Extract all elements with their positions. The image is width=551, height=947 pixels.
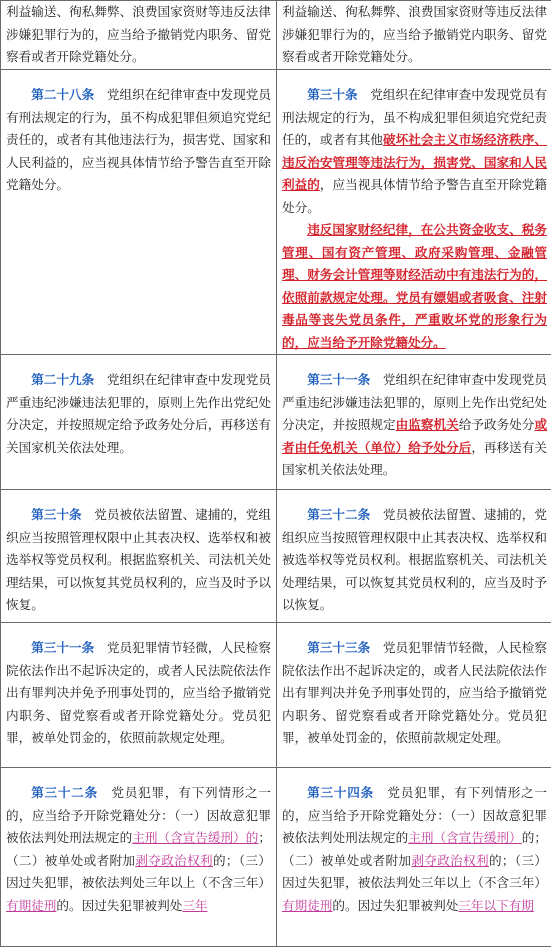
article-text: 利益输送、徇私舞弊、浪费国家资财等违反法律涉嫌犯罪行为的，应当给予撤销党内职务、留党察看或者开除党籍处分。: [6, 4, 271, 64]
table-row: [1, 70, 551, 355]
article-paragraph: [6, 84, 271, 197]
table-row: [1, 490, 551, 623]
article-number: 第二十九条: [31, 372, 94, 387]
article-text: 的。因过失犯罪被判处: [332, 898, 458, 913]
table-row: [1, 355, 551, 490]
article-text: ，应当视具体情节给予警告直至开除党籍处分。: [282, 177, 547, 215]
changed-text: 剥夺政治权利: [411, 853, 489, 868]
old-version-cell: [1, 768, 277, 947]
article-paragraph: [282, 504, 547, 617]
table-row: [1, 623, 551, 768]
article-number: 第三十四条: [307, 785, 374, 800]
new-version-cell: [277, 623, 551, 768]
article-text: 的；（三）因过失犯罪，被依法判处三年以上（不含三年）: [282, 853, 547, 891]
article-text: 党员被依法留置、逮捕的，党组织应当按照管理权限中止其表决权、选举权和被选举权等党员权利。根据监察机关、司法机关处理结果，可以恢复其党员权利的，应当及时予以恢复。: [282, 507, 547, 612]
article-text: 党员被依法留置、逮捕的，党组织应当按照管理权限中止其表决权、选举权和被选举权等党员权利。根据监察机关、司法机关处理结果，可以恢复其党员权利的，应当及时予以恢复。: [6, 507, 271, 612]
comparison-table-body: [1, 1, 551, 947]
old-version-cell: [1, 490, 277, 623]
article-text: ；（二）被单处或者附加: [6, 830, 271, 868]
old-version-cell: [1, 355, 277, 490]
article-number: 第二十八条: [31, 87, 94, 102]
article-number: 第三十二条: [307, 507, 370, 522]
added-text: 或者由任免机关（单位）给予处分后: [282, 417, 547, 455]
article-paragraph: [282, 219, 547, 354]
changed-text: 有期徒刑: [282, 898, 332, 913]
article-number: 第三十一条: [307, 372, 370, 387]
article-text: 利益输送、徇私舞弊、浪费国家资财等违反法律涉嫌犯罪行为的，应当给予撤销党内职务、留党察看或者开除党籍处分。: [282, 4, 547, 64]
added-text: 由监察机关: [396, 417, 459, 432]
changed-text: 三年以下有期: [458, 898, 534, 913]
added-text: 破坏社会主义市场经济秩序、违反治安管理等违法行为，损害党、国家和人民利益的: [282, 132, 547, 192]
article-text: 的；（二）被单处或者附加: [282, 830, 547, 868]
article-paragraph: [6, 4, 271, 64]
article-text: 党员犯罪，有下列情形之一的，应当给予开除党籍处分：（一）因故意犯罪被依法判处刑法规定的: [282, 785, 547, 845]
changed-text: 主刑（含宣告缓刑）的: [132, 830, 258, 845]
old-version-cell: [1, 1, 277, 70]
article-text: 党组织在纪律审查中发现党员有刑法规定的行为，虽不构成犯罪但须追究党纪责任的，或者有其他违法行为，损害党、国家和人民利益的，应当视具体情节给予警告直至开除党籍处分。: [6, 87, 271, 192]
article-paragraph: [282, 369, 547, 482]
article-text: 党组织在纪律审查中发现党员有刑法规定的行为，虽不构成犯罪但须追究党纪责任的，或者有其他: [282, 87, 547, 147]
article-text: 党组织在纪律审查中发现党员严重违纪涉嫌违法犯罪的，原则上先作出党纪处分决定，并按照规定: [282, 372, 547, 432]
article-number: 第三十二条: [31, 785, 98, 800]
article-text: 党员犯罪情节轻微，人民检察院依法作出不起诉决定的，或者人民法院依法作出有罪判决并免予刑事处罚的，应当给予撤销党内职务、留党察看或者开除党籍处分。党员犯罪，被单处罚金的，依照前款规定处理。: [282, 640, 547, 745]
changed-text: 三年: [182, 898, 207, 913]
article-number: 第三十一条: [31, 640, 94, 655]
article-text: 的；（三）因过失犯罪，被依法判处三年以上（不含三年）: [6, 853, 271, 891]
new-version-cell: [277, 1, 551, 70]
article-paragraph: [282, 4, 547, 64]
article-text: 的。因过失犯罪被判处: [56, 898, 182, 913]
article-number: 第三十三条: [307, 640, 370, 655]
article-text: ，再移送有关国家机关依法处理。: [282, 440, 547, 478]
new-version-cell: [277, 768, 551, 947]
table-row: [1, 1, 551, 70]
changed-text: 剥夺政治权利: [135, 853, 213, 868]
article-number: 第三十条: [307, 87, 358, 102]
new-version-cell: [277, 490, 551, 623]
article-paragraph: [6, 504, 271, 617]
article-text: 党组织在纪律审查中发现党员严重违纪涉嫌违法犯罪的，原则上先作出党纪处分决定，并按照规定给予政务处分后，再移送有关国家机关依法处理。: [6, 372, 271, 455]
article-text: 给予政务处分: [459, 417, 535, 432]
table-row: [1, 768, 551, 947]
old-version-cell: [1, 623, 277, 768]
article-paragraph: [282, 782, 547, 917]
article-text: 党员犯罪，有下列情形之一的，应当给予开除党籍处分：（一）因故意犯罪被依法判处刑法规定的: [6, 785, 271, 845]
article-paragraph: [6, 369, 271, 459]
new-version-cell: [277, 355, 551, 490]
changed-text: 有期徒刑: [6, 898, 56, 913]
changed-text: 主刑（含宣告缓刑）: [408, 830, 522, 845]
article-text: 党员犯罪情节轻微，人民检察院依法作出不起诉决定的，或者人民法院依法作出有罪判决并免予刑事处罚的，应当给予撤销党内职务、留党察看或者开除党籍处分。党员犯罪，被单处罚金的，依照前款规定处理。: [6, 640, 271, 745]
article-number: 第三十条: [31, 507, 82, 522]
article-paragraph: [282, 637, 547, 750]
new-version-cell: [277, 70, 551, 355]
old-version-cell: [1, 70, 277, 355]
article-paragraph: [6, 782, 271, 917]
article-paragraph: [6, 637, 271, 750]
article-paragraph: [282, 84, 547, 219]
added-text: 违反国家财经纪律，在公共资金收支、税务管理、国有资产管理、政府采购管理、金融管理、财务会计管理等财经活动中有违法行为的，依照前款规定处理。党员有嫖娼或者吸食、注射毒品等丧失党员条件，严重败坏党的形象行为的，应当给予开除党籍处分。: [282, 222, 547, 350]
